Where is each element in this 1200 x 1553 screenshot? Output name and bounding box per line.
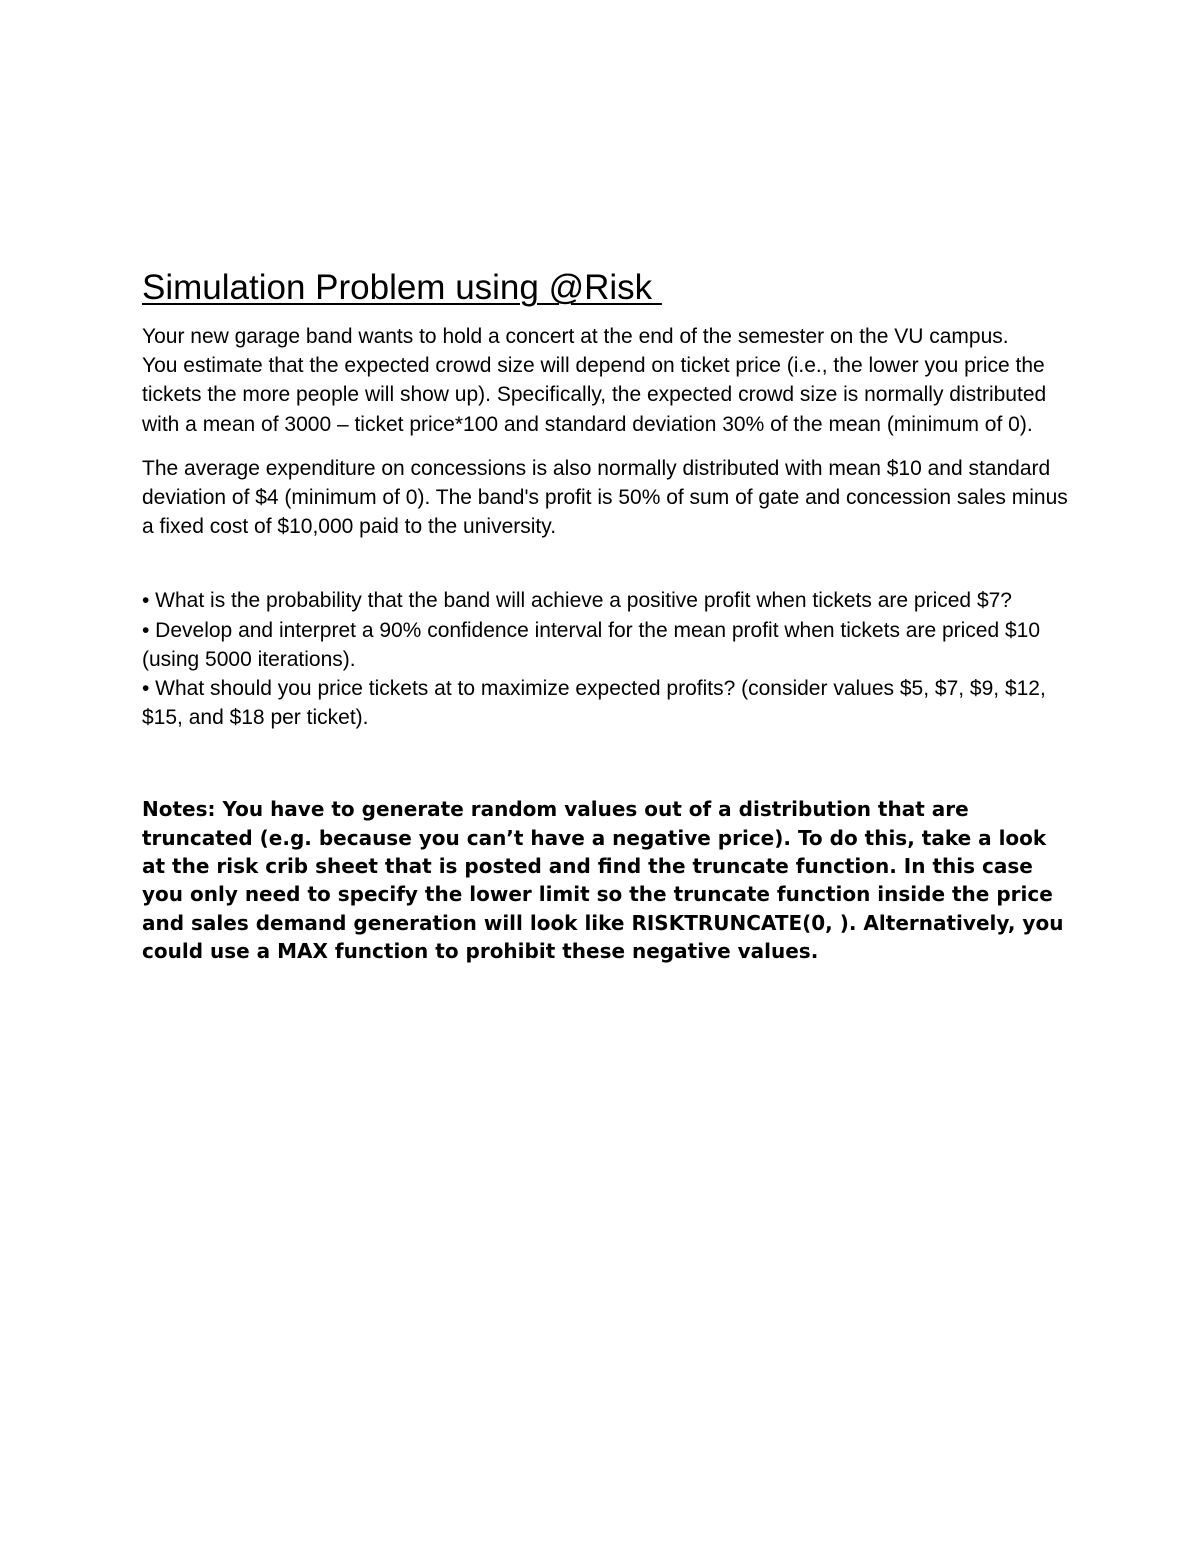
intro-paragraph-1: Your new garage band wants to hold a concert at the end of the semester on the VU campus. [142,325,1009,348]
question-item: • What is the probability that the band will achieve a positive profit when tickets are priced $7? [142,589,1012,613]
paragraph-spacer [142,732,1072,795]
paragraph-spacer [142,541,1072,586]
intro-paragraph-2: You estimate that the expected crowd size will depend on ticket price (i.e., the lower you price the tickets the more people will show up). Specifically, the expected crowd size is normally distributed with a mean of 3000 – ticket price*100 and standard deviation 30% of the mean (minimum of 0). [142,354,1047,436]
document-body [142,266,1072,965]
paragraph-spacer [142,439,1072,454]
question-item: • Develop and interpret a 90% confidence interval for the mean profit when tickets are priced $10 (using 5000 iterations). [142,618,1041,671]
notes-text: You have to generate random values out of a distribution that are truncated (e.g. because you can’t have a negative price). To do this, take a look at the risk crib sheet that is posted and find the truncate function. In this case you only need to specify the lower limit so the truncate function inside the price and sales demand generation will look like RISKTRUNCATE(0, ). Alternatively, you could use a MAX function to prohibit these negative values. [142,797,1064,963]
question-item: • What should you price tickets at to maximize expected profits? (consider values $5, $7, $9, $12, $15, and $18 per ticket). [142,677,1046,730]
document-title: Simulation Problem using @Risk [142,268,662,307]
concessions-paragraph: The average expenditure on concessions is also normally distributed with mean $10 and standard deviation of $4 (minimum of 0). The band's profit is 50% of sum of gate and concession sales minus a fixed cost of $10,000 paid to the university. [142,456,1068,539]
notes-label: Notes: [142,797,216,822]
notes-paragraph [142,795,1072,965]
